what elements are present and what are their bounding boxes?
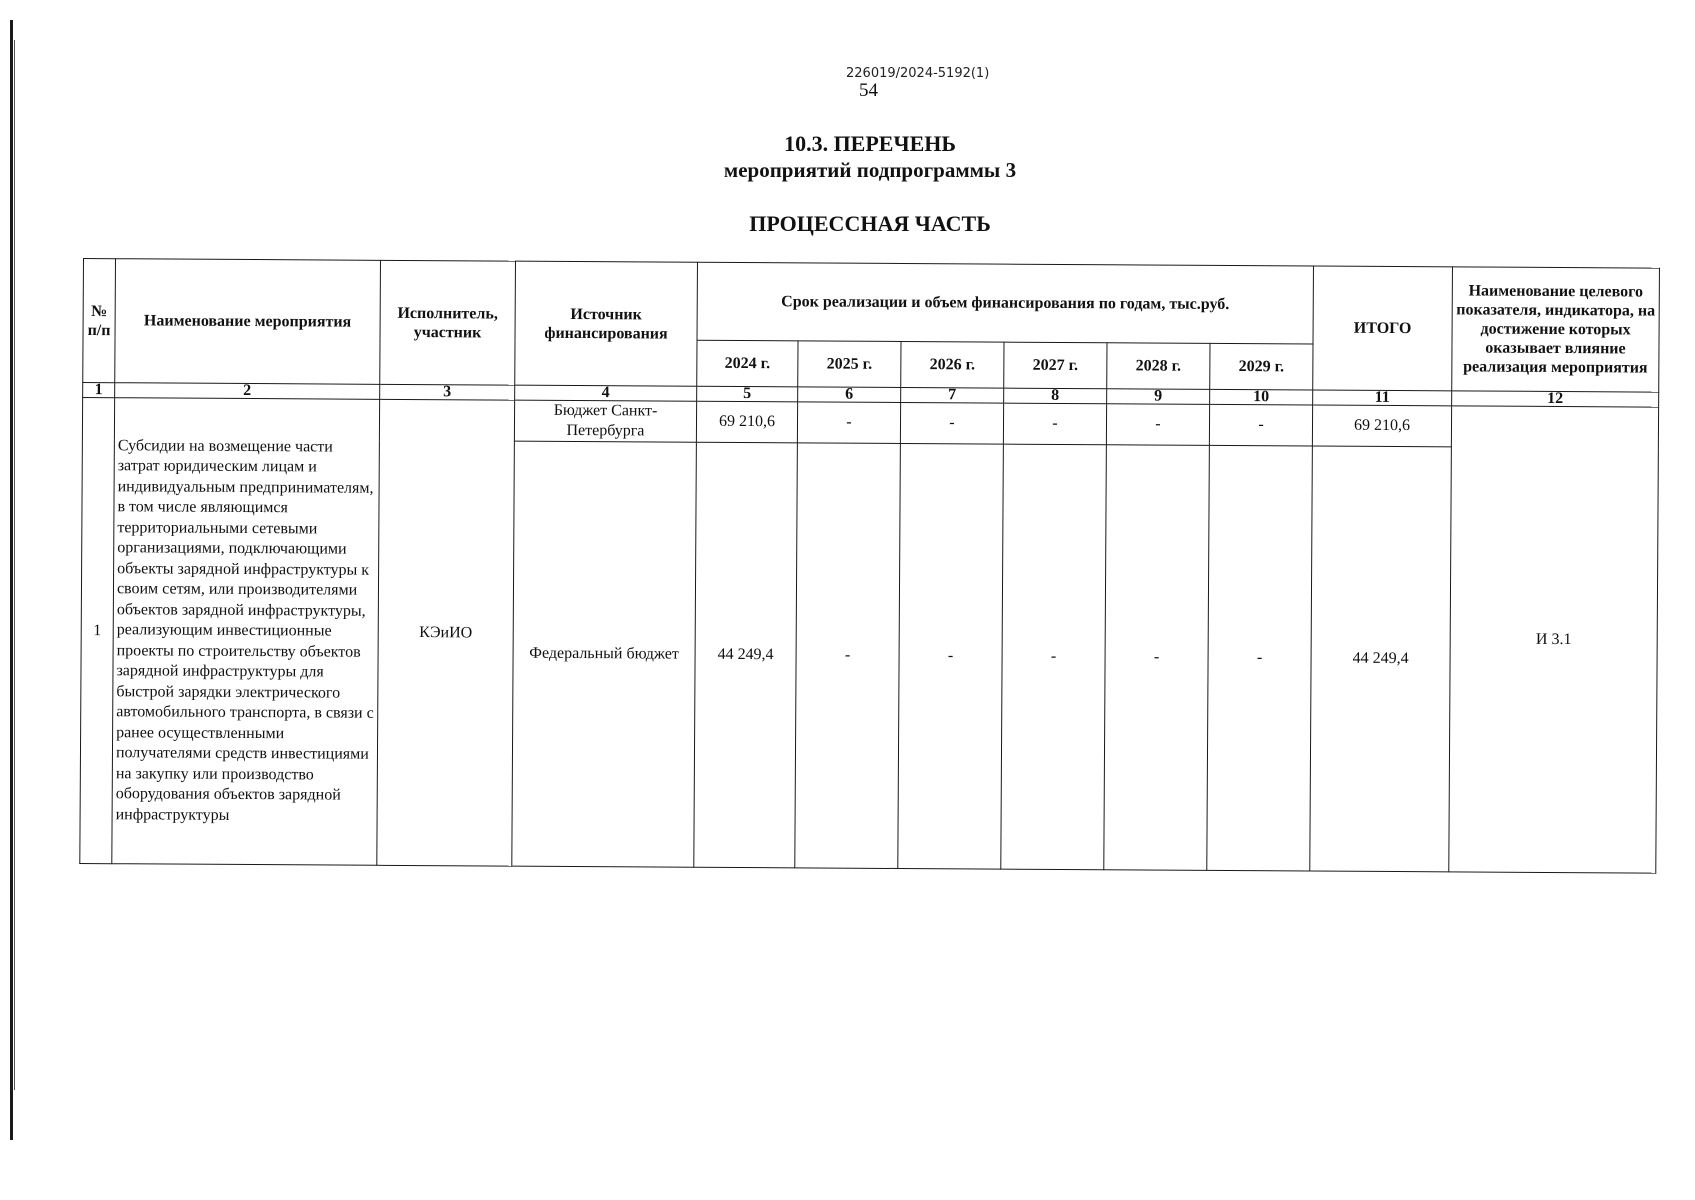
column-number: 7 <box>901 387 1004 403</box>
column-number: 8 <box>1004 388 1107 404</box>
column-number: 4 <box>515 385 697 401</box>
total-value: 44 249,4 <box>1310 446 1452 872</box>
header-source: Источник финансирования <box>515 261 698 386</box>
funding-source: Бюджет Санкт-Петербурга <box>514 400 696 442</box>
scan-edge <box>10 20 13 1140</box>
year-value: - <box>1003 403 1106 445</box>
header-name: Наименование мероприятия <box>115 259 381 385</box>
table-row <box>82 398 1658 449</box>
year-value: 69 210,6 <box>696 401 797 443</box>
header-num: № п/п <box>83 259 116 383</box>
section-title: ПРОЦЕССНАЯ ЧАСТЬ <box>749 211 991 236</box>
header-indicator: Наименование целевого показателя, индикатора, на достижение которых оказывает влияние реализация мероприятия <box>1452 267 1660 392</box>
year-value: - <box>1106 404 1209 446</box>
year-value: - <box>1001 444 1107 870</box>
column-number: 11 <box>1313 390 1452 406</box>
header-executor: Исполнитель, участник <box>380 260 516 385</box>
year-value: - <box>900 402 1003 444</box>
column-number: 5 <box>697 386 798 402</box>
year-value: - <box>898 443 1004 869</box>
year-value: - <box>1104 445 1210 871</box>
year-value: - <box>1209 404 1312 446</box>
year-value: - <box>797 402 900 444</box>
column-number: 1 <box>83 383 115 398</box>
year-value: - <box>795 443 901 869</box>
funding-source: Федеральный бюджет <box>512 441 697 867</box>
header-total: ИТОГО <box>1313 266 1453 391</box>
event-name: Субсидии на возмещение части затрат юридическим лицам и индивидуальным предпринимателям, в том числе являющимся территориальными сетевыми организациями, подключающими объекты зарядной инфраструктуры к своим сетям, или производителями объектов зарядной инфраструктуры, реализующим инвестиционные проекты по строительству объектов зарядной инфраструктуры для быстрой зарядки электрического автомобильного транспорта, в связи с ранее осуществленными получателями средств инвестициями на закупку или производство оборудования объектов зарядной инфраструктуры <box>112 398 380 866</box>
events-table <box>79 258 1660 874</box>
header-year: 2028 г. <box>1107 343 1210 390</box>
year-value: - <box>1207 445 1313 871</box>
header-year: 2024 г. <box>697 340 798 387</box>
indicator-cell: И 3.1 <box>1449 406 1659 873</box>
header-year: 2025 г. <box>798 341 901 388</box>
column-number: 3 <box>380 384 515 400</box>
total-value: 69 210,6 <box>1312 405 1451 447</box>
column-number: 6 <box>798 387 901 403</box>
document-title: 10.3. ПЕРЕЧЕНЬ <box>784 131 956 156</box>
header-year: 2026 г. <box>901 341 1004 388</box>
year-value: 44 249,4 <box>694 442 798 868</box>
column-number: 2 <box>115 383 380 400</box>
header-year: 2029 г. <box>1210 343 1313 390</box>
document-id: 226019/2024-5192(1) <box>846 66 990 81</box>
document-subtitle: мероприятий подпрограммы 3 <box>723 158 1017 182</box>
column-number: 12 <box>1452 391 1659 407</box>
header-year: 2027 г. <box>1004 342 1107 389</box>
scan-edge-shadow <box>14 40 15 1090</box>
executor-cell: КЭиИО <box>377 399 515 866</box>
header-period: Срок реализации и объем финансирования по годам, тыс.руб. <box>697 262 1313 344</box>
column-number: 10 <box>1210 389 1313 405</box>
page-number: 54 <box>859 80 878 101</box>
row-number: 1 <box>80 398 115 864</box>
column-number: 9 <box>1107 389 1210 405</box>
